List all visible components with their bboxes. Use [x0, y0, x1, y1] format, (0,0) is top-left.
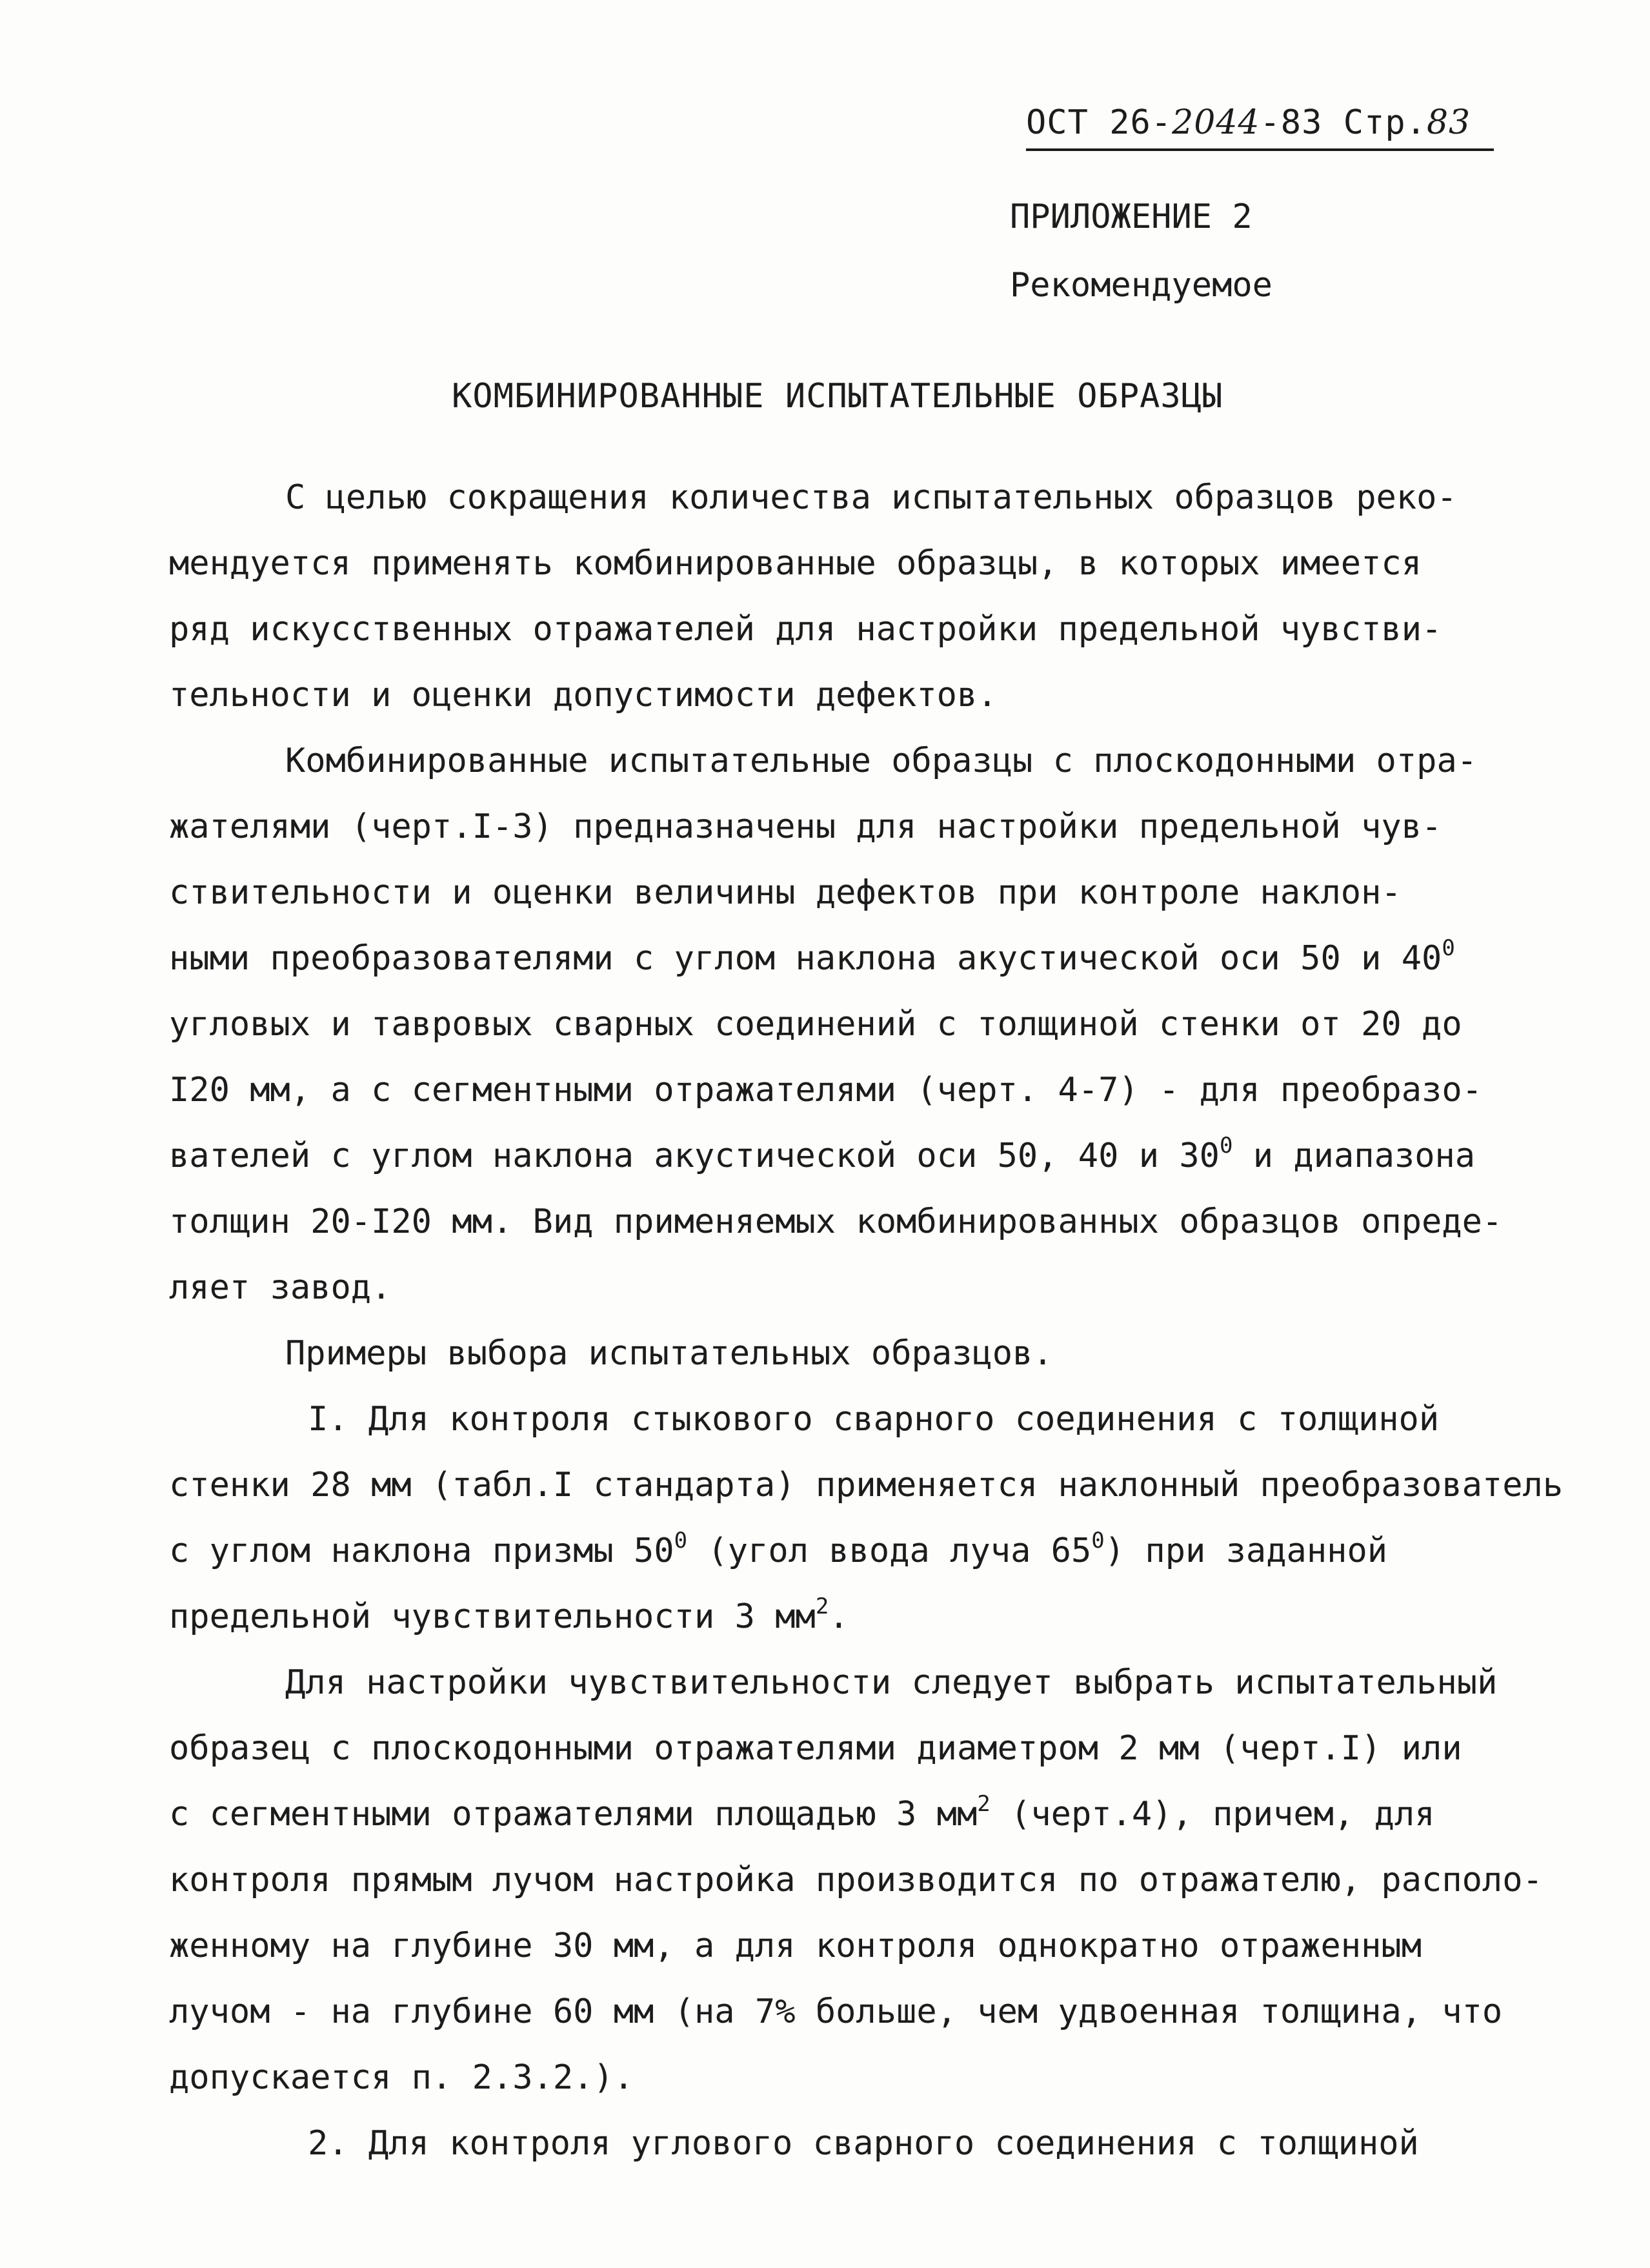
text-line: образец с плоскодонными отражателями диаметром 2 мм (черт.I) или [169, 1729, 1462, 1768]
text-line: женному на глубине 30 мм, а для контроля однократно отраженным [169, 1927, 1422, 1965]
text-line: мендуется применять комбинированные образцы, в которых имеется [169, 544, 1422, 583]
text-line: I20 мм, а с сегментными отражателями (черт. 4-7) - для преобразо- [169, 1071, 1482, 1109]
text-line [169, 1781, 1556, 1847]
text-line [169, 1518, 1556, 1584]
text-line: угловых и тавровых сварных соединений с толщиной стенки от 20 до [169, 1005, 1462, 1044]
text-line: С целью сокращения количества испытательных образцов реко- [285, 478, 1457, 517]
text-line [169, 1584, 1556, 1650]
text-fragment: . [829, 1597, 849, 1636]
text-line: ствительности и оценки величины дефектов при контроле наклон- [169, 873, 1402, 912]
text-line [169, 926, 1556, 991]
text-line: ляет завод. [169, 1268, 392, 1307]
handwritten-document-number: 2044 [1172, 103, 1260, 142]
text-line: лучом - на глубине 60 мм (на 7% больше, чем удвоенная толщина, что [169, 1992, 1503, 2031]
text-fragment: с сегментными отражателями площадью 3 мм [169, 1795, 978, 1834]
appendix-status: Рекомендуемое [1010, 266, 1273, 305]
degree-superscript: 0 [1442, 935, 1455, 961]
degree-superscript: 0 [674, 1528, 688, 1554]
text-line [169, 1123, 1556, 1189]
text-fragment: предельной чувствительности 3 мм [169, 1597, 816, 1636]
text-line: Для настройки чувствительности следует выбрать испытательный [285, 1663, 1498, 1702]
text-line: толщин 20-I20 мм. Вид применяемых комбинированных образцов опреде- [169, 1202, 1503, 1241]
squared-superscript: 2 [815, 1594, 829, 1619]
document-reference-header [1026, 103, 1494, 151]
text-line: Комбинированные испытательные образцы с плоскодонными отра- [285, 742, 1478, 780]
text-fragment: с углом наклона призмы 50 [169, 1532, 674, 1570]
text-fragment: (черт.4), причем, для [990, 1795, 1435, 1834]
text-line: ряд искусственных отражателей для настройки предельной чувстви- [169, 610, 1442, 649]
section-title: КОМБИНИРОВАННЫЕ ИСПЫТАТЕЛЬНЫЕ ОБРАЗЦЫ [452, 377, 1223, 416]
degree-superscript: 0 [1091, 1528, 1105, 1554]
text-line: I. Для контроля стыкового сварного соединения с толщиной [308, 1400, 1440, 1439]
text-line: жателями (черт.I-3) предназначены для настройки предельной чув- [169, 807, 1442, 846]
text-line: 2. Для контроля углового сварного соединения с толщиной [308, 2124, 1419, 2163]
handwritten-page-number: 83 [1426, 103, 1471, 142]
text-fragment: и диапазона [1232, 1137, 1476, 1175]
text-line: допускается п. 2.3.2.). [169, 2058, 634, 2097]
standard-suffix: -83 Стр. [1260, 103, 1427, 142]
text-line: стенки 28 мм (табл.I стандарта) применяется наклонный преобразователь [169, 1466, 1564, 1504]
text-fragment: вателей с углом наклона акустической оси 50, 40 и 30 [169, 1137, 1220, 1175]
degree-superscript: 0 [1219, 1133, 1233, 1159]
text-line: тельности и оценки допустимости дефектов. [169, 676, 998, 714]
text-fragment: (угол ввода луча 65 [687, 1532, 1092, 1570]
appendix-label: ПРИЛОЖЕНИЕ 2 [1010, 197, 1253, 236]
text-fragment: ными преобразователями с углом наклона акустической оси 50 и 40 [169, 939, 1442, 978]
standard-prefix: ОСТ 26- [1026, 103, 1172, 142]
text-fragment: ) при заданной [1104, 1532, 1388, 1570]
body-text [169, 465, 1564, 2176]
text-line: контроля прямым лучом настройка производится по отражателю, располо- [169, 1861, 1543, 1899]
squared-superscript: 2 [977, 1791, 991, 1817]
text-line: Примеры выбора испытательных образцов. [285, 1334, 1053, 1373]
